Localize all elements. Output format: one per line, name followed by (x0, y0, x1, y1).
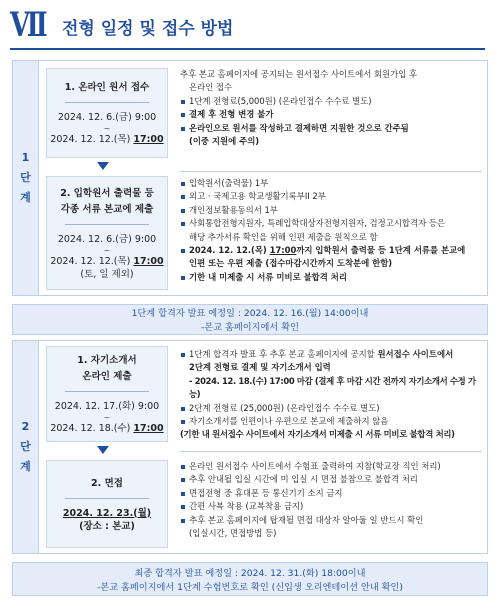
list-item: 1단계 전형료(5,000원) (온라인접수 수수료 별도) (180, 95, 482, 108)
list-item: 온라인 원서접수 사이트에서 수험표 출력하여 지참(학교장 직인 처리) (180, 460, 482, 473)
list-item: 결제 후 전형 변경 불가 (180, 108, 482, 121)
list-item: 2단계 전형료 (25,000원) (온라인접수 수수료 별도) (180, 402, 482, 415)
header-divider (10, 48, 485, 50)
item-divider (65, 498, 149, 499)
row-divider (180, 451, 482, 452)
document-submission-box: 2. 입학원서 출력물 등 각종 서류 본교에 제출 2024. 12. 6.(금) 9:00 ~ 2024. 12. 12.(목) 17:00 (토, 일 제외) (46, 176, 168, 290)
list-item: 개인정보활용동의서 1부 (180, 204, 482, 217)
list-item: 추후 안내될 입실 시간에 미 입실 시 면접 불참으로 불합격 처리 (180, 473, 482, 486)
date-end: 2024. 12. 12.(목) 17:00 (50, 134, 164, 145)
interview-box: 2. 면접 2024. 12. 23.(월) (장소 : 본교) (46, 460, 168, 548)
final-announcement: 최종 합격자 발표 예정일 : 2024. 12. 31.(화) 18:00이내 -본교 홈페이지에서 1단계 수험번호로 확인 (신입생 오리엔테이션 안내 확인) (12, 562, 488, 596)
interview-details: 온라인 원서접수 사이트에서 수험표 출력하여 지참(학교장 직인 처리) 추후 안내될 입실 시간에 미 입실 시 면접 불참으로 불합격 처리 면접전형 중 휴대폰 등 통신기기 소지 금지 간편 사복 착용 (교복착용 금지) 추후 본교 홈페이지에 탑재될 면접 대상자 알아둘 일 반드시 확인 (입실시간, 면접방법 등) (180, 460, 482, 540)
list-item: 기한 내 미제출 시 서류 미비로 불합격 처리 (180, 271, 482, 284)
section-number: VII (10, 5, 45, 45)
list-item: 면접전형 중 휴대폰 등 통신기기 소지 금지 (180, 487, 482, 500)
date-note: (토, 일 제외) (80, 268, 134, 280)
online-application-box: 1. 온라인 원서 접수 2024. 12. 6.(금) 9:00 ~ 2024. 12. 12.(목) 17:00 (46, 68, 168, 158)
item-title: 1. 온라인 원서 접수 (64, 82, 150, 93)
interview-place: (장소 : 본교) (79, 520, 135, 532)
stage-1-label: 1 단 계 (13, 61, 39, 295)
list-item: 간편 사복 착용 (교복착용 금지) (180, 500, 482, 513)
document-submission-details: 입학원서(출력물) 1부 외고 · 국제고용 학교생활기록부II 2부 개인정보활용동의서 1부 사회통합전형지원자, 특례입학대상자전형지원자, 검정고시합격자 등은 해당 추가서류 확인을 위해 인편 제출을 원칙으로 함 2024. 12. 12.(목) 17:00까지 입학원서 출력물 등 1단계 서류를 본교에 인편 또는 우편 제출 (접수마감시간까지 도착분에 한함) 기한 내 미제출 시 서류 미비로 불합격 처리 (180, 177, 482, 284)
date-end: 2024. 12. 12.(목) 17:00 (50, 255, 164, 267)
list-item: 1단계 합격자 발표 후 추후 본교 홈페이지에 공지할 원서접수 사이트에서 (180, 348, 482, 361)
list-item: 외고 · 국제고용 학교생활기록부II 2부 (180, 190, 482, 203)
row-divider (180, 171, 482, 172)
arrow-down-icon (97, 162, 109, 170)
stage-2-label: 2 단 계 (13, 341, 39, 553)
self-introduction-details: 1단계 합격자 발표 후 추후 본교 홈페이지에 공지할 원서접수 사이트에서 2단계 전형료 결제 및 자기소개서 입력 - 2024. 12. 18.(수) 17:00 마감 (결제 후 마감 시간 전까지 자기소개서 수정 가능) 2단계 전형료 (25,000원) (온라인접수 수수료 별도) 자기소개서를 인편이나 우편으로 본교에 제출하지 않음 (기한 내 원서접수 사이트에서 자기소개서 미제출 시 서류 미비로 불합격 처리) (180, 348, 482, 442)
section-title: 전형 일정 및 접수 방법 (62, 19, 234, 39)
date-start: 2024. 12. 6.(금) 9:00 (57, 112, 157, 123)
list-item: 사회통합전형지원자, 특례입학대상자전형지원자, 검정고시합격자 등은 (180, 217, 482, 230)
list-item: 온라인으로 원서를 작성하고 결제하면 지원한 것으로 간주됨 (180, 122, 482, 135)
stage-1-panel (12, 60, 488, 296)
list-item: 추후 본교 홈페이지에 탑재될 면접 대상자 알아둘 일 반드시 확인 (180, 514, 482, 527)
interview-date: 2024. 12. 23.(월) (62, 507, 152, 519)
first-stage-announcement: 1단계 합격자 발표 예정일 : 2024. 12. 16.(월) 14:00이내 -본교 홈페이지에서 확인 (12, 304, 488, 335)
date-start: 2024. 12. 17.(화) 9:00 (54, 401, 160, 412)
list-item: 2024. 12. 12.(목) 17:00까지 입학원서 출력물 등 1단계 서류를 본교에 (180, 244, 482, 257)
date-start: 2024. 12. 6.(금) 9:00 (57, 233, 157, 245)
section-header (10, 5, 485, 45)
item-divider (65, 102, 149, 103)
item-divider (65, 391, 149, 392)
stage-2-panel (12, 340, 488, 554)
online-application-details: 추후 본교 홈페이지에 공지되는 원서접수 사이트에서 회원가입 후 온라인 접수 1단계 전형료(5,000원) (온라인접수 수수료 별도) 결제 후 전형 변경 불가 온라인으로 원서를 작성하고 결제하면 지원한 것으로 간주됨 (이중 지원에 주의) (180, 68, 482, 148)
self-introduction-box: 1. 자기소개서 온라인 제출 2024. 12. 17.(화) 9:00 ~ 2024. 12. 18.(수) 17:00 (46, 346, 168, 442)
list-item: 입학원서(출력물) 1부 (180, 177, 482, 190)
list-item: 자기소개서를 인편이나 우편으로 본교에 제출하지 않음 (180, 415, 482, 428)
date-end: 2024. 12. 18.(수) 17:00 (50, 423, 164, 434)
arrow-down-icon (97, 446, 109, 454)
item-divider (65, 224, 149, 225)
